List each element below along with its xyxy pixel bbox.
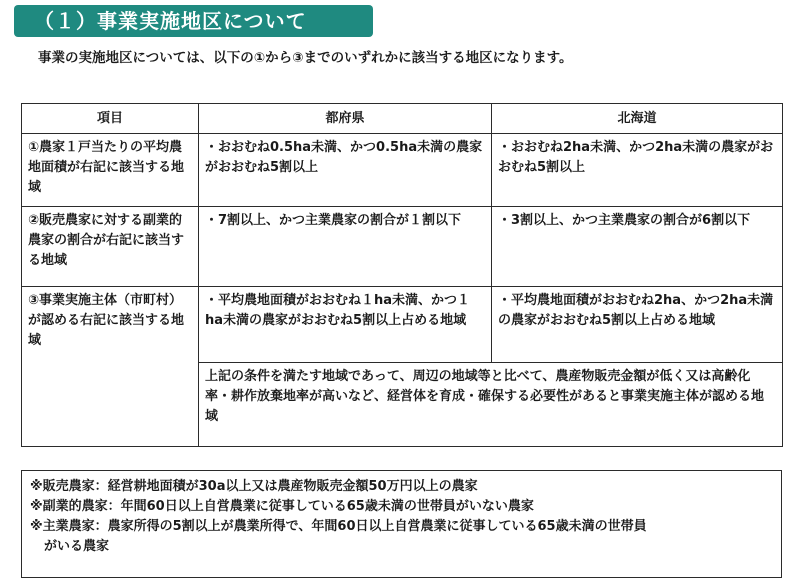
row2-hokkaido: ・3割以上、かつ主業農家の割合が6割以下 [492, 207, 783, 287]
intro-text: 事業の実施地区については、以下の①から③までのいずれかに該当する地区になります。 [38, 50, 573, 66]
header-hokkaido: 北海道 [492, 104, 783, 134]
row3-item: ③事業実施主体（市町村）が認める右記に該当する地域 [22, 287, 199, 447]
row3-common: 上記の条件を満たす地域であって、周辺の地域等と比べて、農産物販売金額が低く又は高齢化率・耕作放棄地率が高いなど、経営体を育成・確保する必要性があると事業実施主体が認める地域 [199, 363, 783, 447]
note-hanbai: ※販売農家：経営耕地面積が30a以上又は農産物販売金額50万円以上の農家 [30, 479, 478, 494]
table-row [22, 134, 783, 207]
criteria-table [21, 103, 783, 447]
header-item: 項目 [22, 104, 199, 134]
row2-prefecture: ・7割以上、かつ主業農家の割合が１割以下 [199, 207, 492, 287]
row1-prefecture: ・おおむね0.5ha未満、かつ0.5ha未満の農家がおおむね5割以上 [199, 134, 492, 207]
row1-hokkaido: ・おおむね2ha未満、かつ2ha未満の農家がおおむね5割以上 [492, 134, 783, 207]
row3-prefecture: ・平均農地面積がおおむね１ha未満、かつ１ha未満の農家がおおむね5割以上占める地域 [199, 287, 492, 363]
row3-hokkaido: ・平均農地面積がおおむね2ha、かつ2ha未満の農家がおおむね5割以上占める地域 [492, 287, 783, 363]
note-fukugyo: ※副業的農家：年間60日以上自営農業に従事している65歳未満の世帯員がいない農家 [30, 499, 534, 514]
section-heading: （１）事業実施地区について [14, 5, 373, 37]
note-shugyo-continued: がいる農家 [44, 539, 110, 554]
note-shugyo: ※主業農家：農家所得の5割以上が農業所得で、年間60日以上自営農業に従事している65歳未満の世帯員 [30, 519, 647, 534]
header-prefecture: 都府県 [199, 104, 492, 134]
table-row [22, 207, 783, 287]
table-row [22, 287, 783, 363]
table-header-row [22, 104, 783, 134]
notes-box [21, 470, 782, 578]
row1-item: ①農家１戸当たりの平均農地面積が右記に該当する地域 [22, 134, 199, 207]
row2-item: ②販売農家に対する副業的農家の割合が右記に該当する地域 [22, 207, 199, 287]
